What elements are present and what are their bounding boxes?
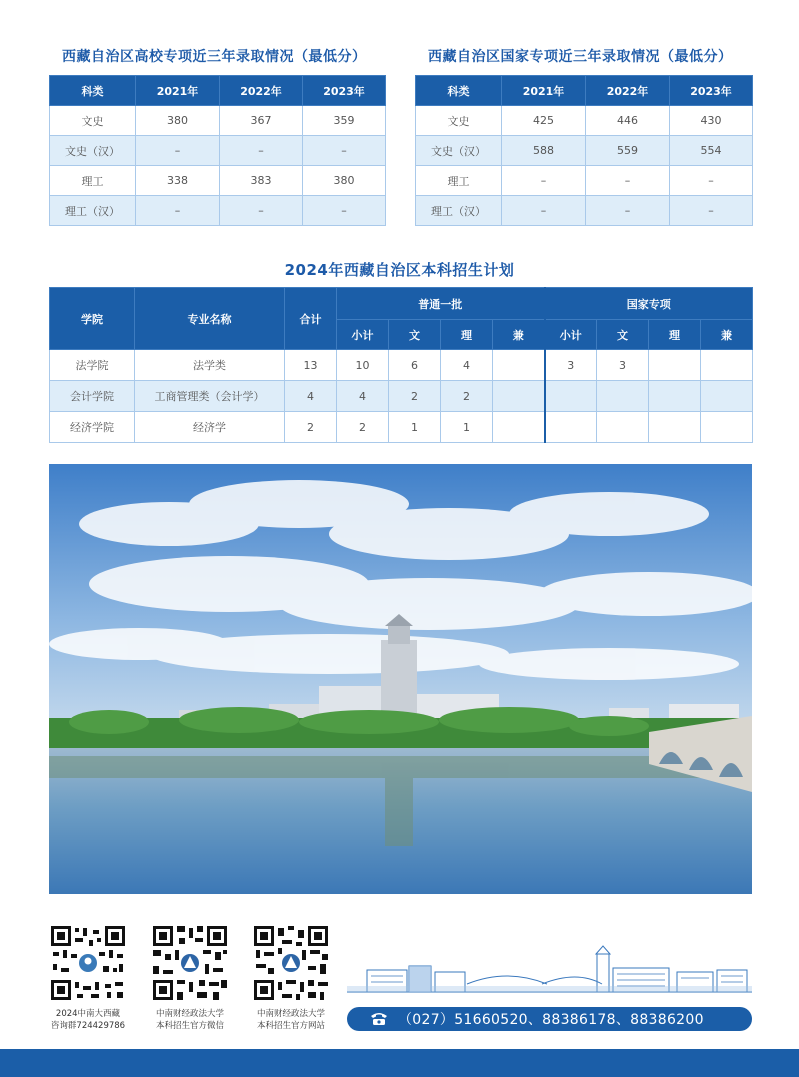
cell bbox=[545, 381, 597, 412]
cell: 3 bbox=[545, 350, 597, 381]
cell: 经济学院 bbox=[50, 412, 135, 443]
footer-band bbox=[0, 1049, 799, 1077]
cell: 2 bbox=[389, 381, 441, 412]
admission-table-university-special bbox=[49, 75, 386, 226]
qr-code-website[interactable] bbox=[252, 924, 330, 1002]
cell: 文史 bbox=[50, 106, 136, 136]
cell bbox=[649, 381, 701, 412]
cell: 文史（汉） bbox=[50, 136, 136, 166]
cell: 理工 bbox=[50, 166, 136, 196]
cell: 6 bbox=[389, 350, 441, 381]
col-header-2022: 2022年 bbox=[586, 76, 670, 106]
cell: – bbox=[586, 196, 670, 226]
col-header-2021: 2021年 bbox=[136, 76, 220, 106]
cell: 13 bbox=[285, 350, 337, 381]
cell: 3 bbox=[597, 350, 649, 381]
phone-icon bbox=[368, 1008, 390, 1030]
cell bbox=[701, 412, 753, 443]
table-row bbox=[416, 106, 753, 136]
col-header-major: 专业名称 bbox=[135, 288, 285, 350]
cell: 工商管理类（会计学） bbox=[135, 381, 285, 412]
cell: 559 bbox=[586, 136, 670, 166]
cell: 文史（汉） bbox=[416, 136, 502, 166]
qr-code-consult-group[interactable] bbox=[49, 924, 127, 1002]
cell: – bbox=[502, 196, 586, 226]
col-header-2021: 2021年 bbox=[502, 76, 586, 106]
cell: – bbox=[303, 196, 386, 226]
cell bbox=[545, 412, 597, 443]
cell: 法学类 bbox=[135, 350, 285, 381]
col-header-subtotal: 小计 bbox=[545, 320, 597, 350]
plan-table-title: 2024年西藏自治区本科招生计划 bbox=[284, 261, 515, 279]
cell: – bbox=[220, 196, 303, 226]
table-row bbox=[416, 136, 753, 166]
table-row bbox=[50, 350, 753, 381]
col-header-national-special: 国家专项 bbox=[545, 288, 753, 320]
cell: 380 bbox=[303, 166, 386, 196]
cell: 338 bbox=[136, 166, 220, 196]
cell bbox=[701, 381, 753, 412]
cell: – bbox=[136, 136, 220, 166]
cell: 554 bbox=[670, 136, 753, 166]
cell: 2 bbox=[337, 412, 389, 443]
cell: 1 bbox=[441, 412, 493, 443]
cell bbox=[493, 412, 545, 443]
table-row bbox=[50, 166, 386, 196]
col-header-2023: 2023年 bbox=[670, 76, 753, 106]
cell: – bbox=[502, 166, 586, 196]
col-header-liberal-arts: 文 bbox=[597, 320, 649, 350]
cell: – bbox=[670, 196, 753, 226]
cell bbox=[649, 350, 701, 381]
col-header-both: 兼 bbox=[701, 320, 753, 350]
cell: 理工（汉） bbox=[416, 196, 502, 226]
cell: 2 bbox=[285, 412, 337, 443]
cell: 理工（汉） bbox=[50, 196, 136, 226]
col-header-both: 兼 bbox=[493, 320, 545, 350]
cell: 1 bbox=[389, 412, 441, 443]
table-row bbox=[50, 196, 386, 226]
campus-lake-illustration bbox=[49, 464, 752, 894]
cell bbox=[701, 350, 753, 381]
cell: 法学院 bbox=[50, 350, 135, 381]
table-row bbox=[50, 412, 753, 443]
cell: 359 bbox=[303, 106, 386, 136]
col-header-science: 理 bbox=[441, 320, 493, 350]
cell: 文史 bbox=[416, 106, 502, 136]
col-header-subtotal: 小计 bbox=[337, 320, 389, 350]
qr-caption-1: 2024中南大西藏 咨询群724429786 bbox=[50, 1009, 126, 1031]
cell bbox=[493, 350, 545, 381]
cell: 367 bbox=[220, 106, 303, 136]
right-table-title: 西藏自治区国家专项近三年录取情况（最低分） bbox=[428, 49, 733, 65]
cell: 会计学院 bbox=[50, 381, 135, 412]
col-header-category: 科类 bbox=[416, 76, 502, 106]
qr-caption-3: 中南财经政法大学 本科招生官方网站 bbox=[256, 1009, 325, 1031]
col-header-science: 理 bbox=[649, 320, 701, 350]
cell: 588 bbox=[502, 136, 586, 166]
campus-photo bbox=[49, 464, 752, 894]
contact-phone-bar bbox=[347, 1007, 752, 1031]
qr-code-wechat[interactable] bbox=[151, 924, 229, 1002]
left-table-title: 西藏自治区高校专项近三年录取情况（最低分） bbox=[62, 49, 367, 65]
campus-skyline-illustration bbox=[347, 940, 752, 996]
col-header-regular-first-batch: 普通一批 bbox=[337, 288, 545, 320]
table-row bbox=[50, 106, 386, 136]
enrollment-plan-table bbox=[49, 287, 753, 443]
col-header-liberal-arts: 文 bbox=[389, 320, 441, 350]
table-row bbox=[416, 166, 753, 196]
cell: 380 bbox=[136, 106, 220, 136]
admission-table-national-special bbox=[415, 75, 753, 226]
cell: 430 bbox=[670, 106, 753, 136]
col-header-2022: 2022年 bbox=[220, 76, 303, 106]
cell bbox=[597, 381, 649, 412]
cell: 383 bbox=[220, 166, 303, 196]
qr-caption-2: 中南财经政法大学 本科招生官方微信 bbox=[155, 1009, 224, 1031]
cell: – bbox=[220, 136, 303, 166]
table-row bbox=[416, 196, 753, 226]
cell: 经济学 bbox=[135, 412, 285, 443]
cell: – bbox=[303, 136, 386, 166]
cell: 2 bbox=[441, 381, 493, 412]
cell bbox=[493, 381, 545, 412]
cell: – bbox=[670, 166, 753, 196]
cell: 4 bbox=[285, 381, 337, 412]
cell: 4 bbox=[441, 350, 493, 381]
cell: – bbox=[586, 166, 670, 196]
cell bbox=[649, 412, 701, 443]
col-header-category: 科类 bbox=[50, 76, 136, 106]
cell: 4 bbox=[337, 381, 389, 412]
cell: 理工 bbox=[416, 166, 502, 196]
cell bbox=[597, 412, 649, 443]
cell: 10 bbox=[337, 350, 389, 381]
col-header-college: 学院 bbox=[50, 288, 135, 350]
contact-phone-numbers[interactable]: （027）51660520、88386178、88386200 bbox=[398, 1012, 704, 1028]
cell: 425 bbox=[502, 106, 586, 136]
table-row bbox=[50, 136, 386, 166]
col-header-total: 合计 bbox=[285, 288, 337, 350]
table-row bbox=[50, 381, 753, 412]
col-header-2023: 2023年 bbox=[303, 76, 386, 106]
cell: 446 bbox=[586, 106, 670, 136]
cell: – bbox=[136, 196, 220, 226]
